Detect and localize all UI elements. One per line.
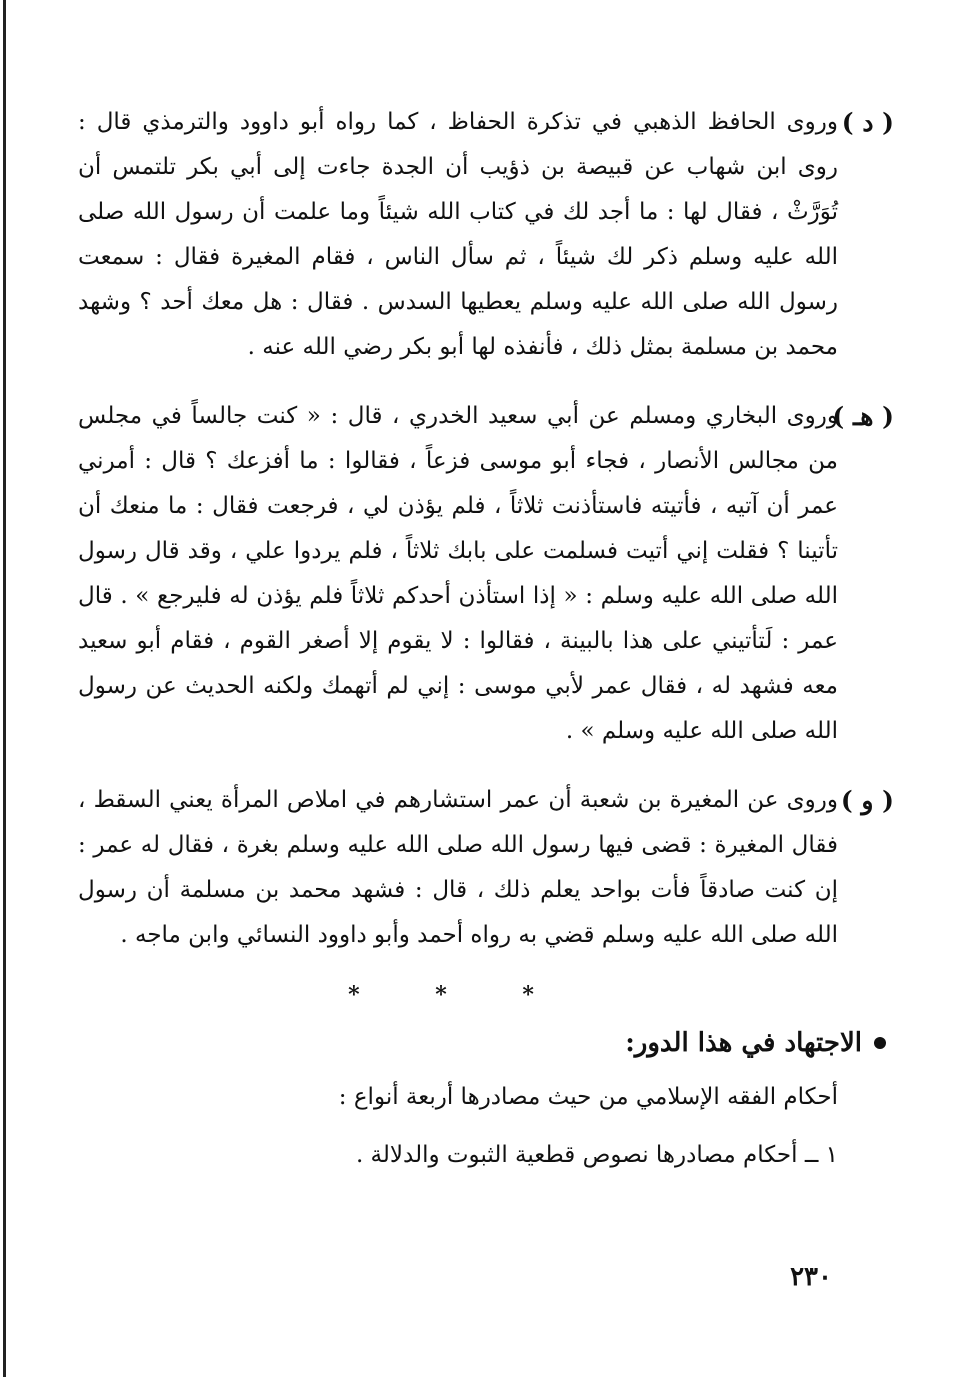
section-intro: أحكام الفقه الإسلامي من حيث مصادرها أربعة أنواع : bbox=[338, 1084, 838, 1110]
paragraph-waw bbox=[78, 778, 894, 958]
section-separator: * * * bbox=[348, 982, 568, 1008]
page-body bbox=[78, 100, 894, 1184]
paragraph-text: وروى عن المغيرة بن شعبة أن عمر استشارهم في املاص المرأة يعني السقط ، فقال المغيرة : قضى فيها رسول الله صلى الله عليه وسلم بغرة ، فقال له عمر : إن كنت صادقاً فأت بواحد يعلم ذلك ، قال : فشهد محمد بن مسلمة أن رسول الله صلى الله عليه وسلم قضي به رواه أحمد وأبو داوود النسائي وابن ماجه . bbox=[78, 787, 838, 948]
paragraph-marker: ( هـ ) bbox=[832, 402, 894, 431]
section-heading bbox=[78, 1018, 886, 1068]
list-item: ١ ــ أحكام مصادرها نصوص قطعية الثبوت والدلالة . bbox=[355, 1142, 838, 1168]
paragraph-marker: ( د ) bbox=[841, 108, 894, 137]
paragraph-dal bbox=[78, 100, 894, 370]
section-heading-text: الاجتهاد في هذا الدور: bbox=[625, 1028, 862, 1058]
bullet-icon bbox=[874, 1037, 886, 1049]
page-number: ٢٣٠ bbox=[790, 1262, 832, 1292]
paragraph-ha bbox=[78, 394, 894, 754]
paragraph-marker: ( و ) bbox=[840, 786, 894, 815]
page-edge-border bbox=[3, 0, 6, 1377]
paragraph-text: وروى البخاري ومسلم عن أبي سعيد الخدري ، قال : « كنت جالساً في مجلس من مجالس الأنصار ، فجاء أبو موسى فزعاً ، فقالوا : ما أفزعك ؟ قال : أمرني عمر أن آتيه ، فأتيته فاستأذنت ثلاثاً ، فلم يؤذن لي ، فرجعت فقال : ما منعك أن تأتينا ؟ فقلت إني أتيت فسلمت على بابك ثلاثاً ، فلم يردوا علي ، وقد قال رسول الله صلى الله عليه وسلم : « إذا استأذن أحدكم ثلاثاً فلم يؤذن له فليرجع » . قال عمر : لَتأتيني على هذا بالبينة ، فقالوا : لا يقوم إلا أصغر القوم ، فقام أبو سعيد معه فشهد له ، فقال عمر لأبي موسى : إني لم أتهمك ولكنه الحديث عن رسول الله صلى الله عليه وسلم » . bbox=[78, 403, 838, 744]
paragraph-text: وروى الحافظ الذهبي في تذكرة الحفاظ ، كما رواه أبو داوود والترمذي قال : روى ابن شهاب عن قبيصة بن ذؤيب أن الجدة جاءت إلى أبي بكر تلتمس أن تُوَرَّثْ ، فقال لها : ما أجد لك في كتاب الله شيئاً وما علمت أن رسول الله صلى الله عليه وسلم ذكر لك شيئاً ، ثم سأل الناس ، فقام المغيرة فقال : سمعت رسول الله صلى الله عليه وسلم يعطيها السدس . فقال : هل معك أحد ؟ وشهد محمد بن مسلمة بمثل ذلك ، فأنفذه لها أبو بكر رضي الله عنه . bbox=[78, 109, 838, 360]
